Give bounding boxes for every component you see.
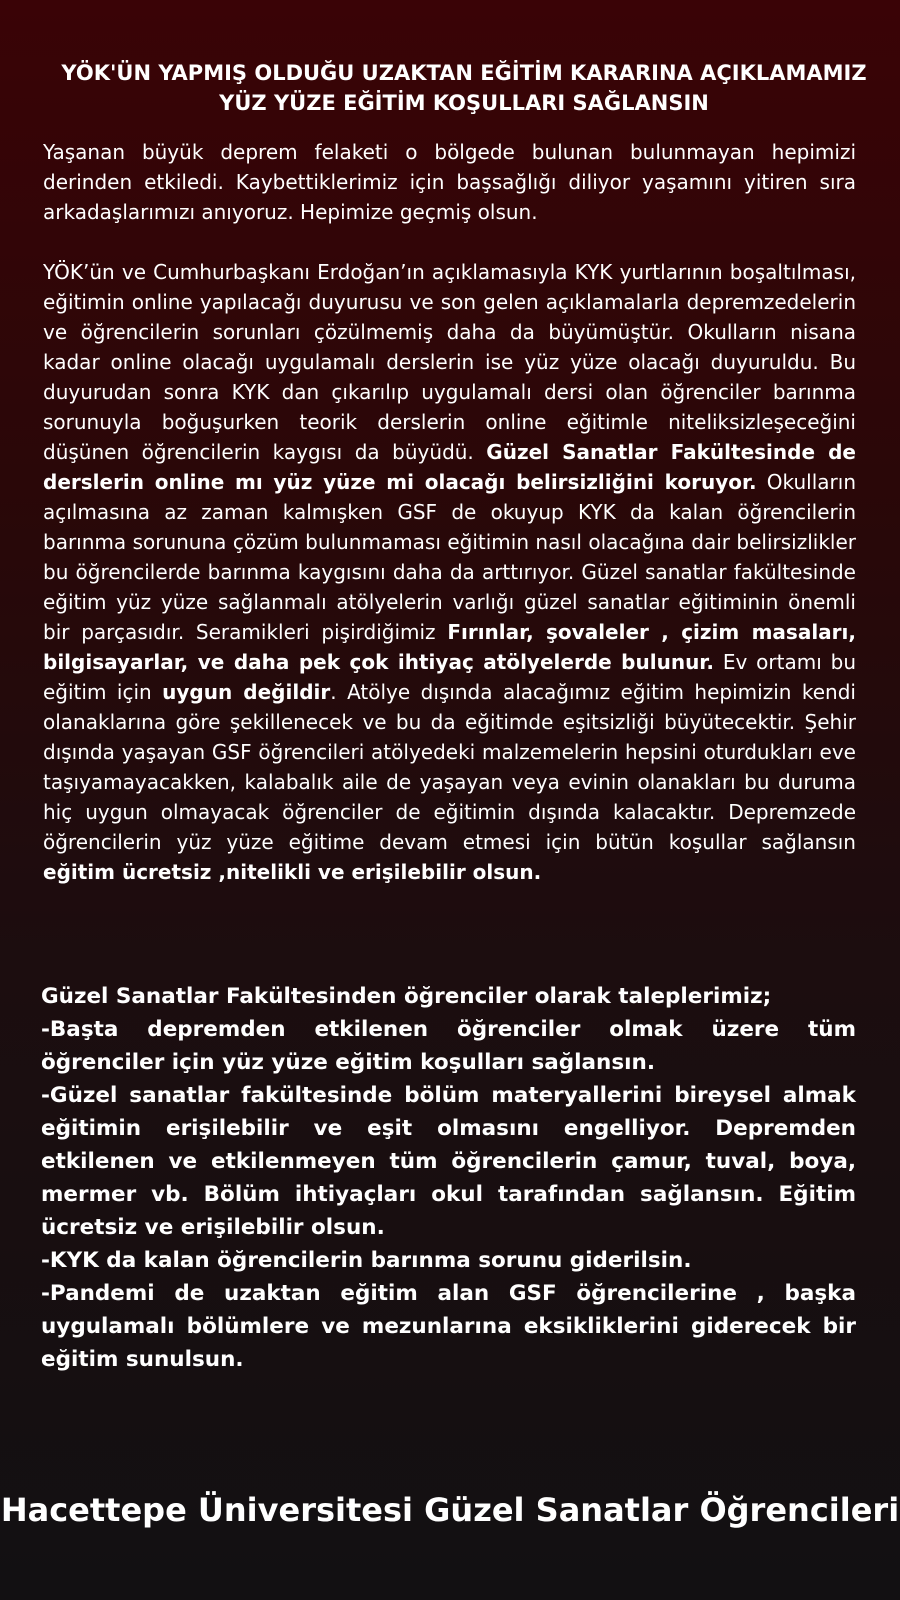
paragraph-emphasis: Fırınlar, şovaleler , çizim masaları, bilgisayarlar, ve daha pek çok ihtiyaç atölyelerde bulunur.: [43, 620, 856, 674]
paragraph-text: . Atölye dışında alacağımız eğitim hepimizin kendi olanaklarına göre şekillenecek ve bu da eğitimde eşitsizliği büyütecektir. Şehir dışında yaşayan GSF öğrencileri atölyedeki malzemelerin hepsini oturdukları eve taşıyamayacakken, kalabalık aile de yaşayan veya evinin olanakları bu duruma hiç uygun olmayacak öğrenciler de eğitimin dışında kalacaktır. Depremzede öğrencilerin yüz yüze eğitime devam etmesi için bütün koşullar sağlansın: [43, 680, 856, 854]
demands-intro: Güzel Sanatlar Fakültesinden öğrenciler olarak taleplerimiz;: [41, 984, 772, 1009]
heading-line-2: YÜZ YÜZE EĞİTİM KOŞULLARI SAĞLANSIN: [219, 91, 709, 115]
demand-item: -Başta depremden etkilenen öğrenciler olmak üzere tüm öğrenciler için yüz yüze eğitim koşulları sağlansın.: [41, 1017, 856, 1075]
paragraph-emphasis: eğitim ücretsiz ,nitelikli ve erişilebilir olsun.: [43, 860, 542, 884]
demand-item: -KYK da kalan öğrencilerin barınma sorunu giderilsin.: [41, 1248, 692, 1273]
demand-item: -Güzel sanatlar fakültesinde bölüm materyallerini bireysel almak eğitimin erişilebilir ve eşit olmasını engelliyor. Depremden etkilenen ve etkilenmeyen tüm öğrencilerin çamur, tuval, boya, mermer vb. Bölüm ihtiyaçları okul tarafından sağlansın. Eğitim ücretsiz ve erişilebilir olsun.: [41, 1083, 856, 1240]
heading-line-1: YÖK'ÜN YAPMIŞ OLDUĞU UZAKTAN EĞİTİM KARARINA AÇIKLAMAMIZ: [61, 61, 867, 85]
paragraph-emphasis: uygun değildir: [162, 680, 331, 704]
paragraph-text: YÖK’ün ve Cumhurbaşkanı Erdoğan’ın açıklamasıyla KYK yurtlarının boşaltılması, eğitimin online yapılacağı duyurusu ve son gelen açıklamalarla depremzedelerin ve öğrencilerin sorunları çözülmemiş daha da büyümüştür. Okulların nisana kadar online olacağı uygulamalı derslerin ise yüz yüze olacağı duyuruldu. Bu duyurudan sonra KYK dan çıkarılıp uygulamalı dersi olan öğrenciler barınma sorunuyla boğuşurken teorik derslerin online eğitimle niteliksizleşeceğini düşünen öğrencilerin kaygısı da büyüdü.: [43, 260, 856, 464]
paragraph-emphasis: Güzel Sanatlar Fakültesinde de derslerin online mı yüz yüze mi olacağı belirsizliğini koruyor.: [43, 440, 856, 494]
demands-list: [41, 980, 856, 1376]
demand-item: -Pandemi de uzaktan eğitim alan GSF öğrencilerine , başka uygulamalı bölümlere ve mezunlarına eksikliklerini giderecek bir eğitim sunulsun.: [41, 1281, 856, 1372]
paragraph-text: Okulların açılmasına az zaman kalmışken GSF de okuyup KYK da kalan öğrencilerin barınma sorununa çözüm bulunmaması eğitimin nasıl olacağına dair belirsizlikler bu öğrencilerde barınma kaygısını daha da arttırıyor. Güzel sanatlar fakültesinde eğitim yüz yüze sağlanmalı atölyelerin varlığı güzel sanatlar eğitiminin önemli bir parçasıdır. Seramikleri pişirdiğimiz: [43, 470, 857, 644]
condolence-paragraph: Yaşanan büyük deprem felaketi o bölgede bulunan bulunmayan hepimizi derinden etkiledi. Kaybettiklerimiz için başsağlığı diliyor yaşamını yitiren sıra arkadaşlarımızı anıyoruz. Hepimize geçmiş olsun.: [43, 140, 856, 224]
main-statement-paragraph: [43, 257, 856, 887]
signature: Hacettepe Üniversitesi Güzel Sanatlar Öğrencileri: [0, 1491, 900, 1529]
statement-heading: [44, 58, 884, 118]
paragraph-text: Ev ortamı bu eğitim için: [43, 650, 857, 704]
